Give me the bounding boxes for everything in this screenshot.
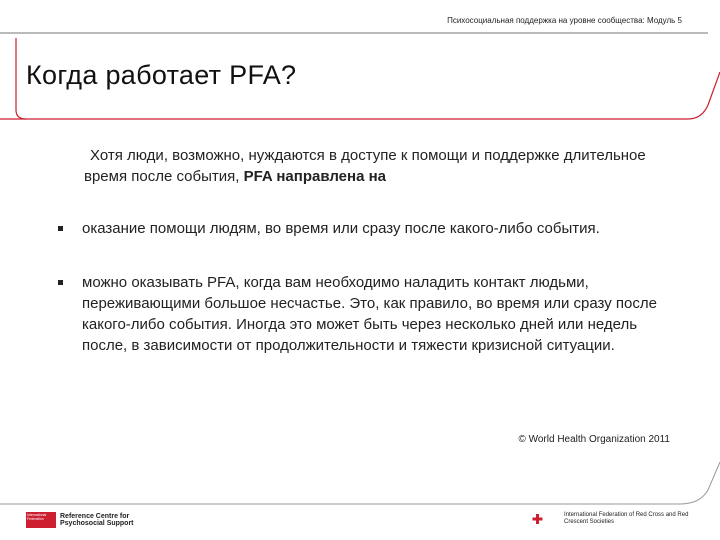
intro-paragraph xyxy=(84,145,684,187)
copyright-notice: © World Health Organization 2011 xyxy=(518,434,670,445)
module-header: Психосоциальная поддержка на уровне сообщества: Модуль 5 xyxy=(447,16,682,25)
bullet-list xyxy=(58,218,678,356)
ifrc-red-box-logo: International Federation xyxy=(26,512,56,528)
bullet-square-icon xyxy=(58,226,63,231)
bullet-square-icon xyxy=(58,280,63,285)
reference-centre-logo xyxy=(26,512,140,528)
ifrc-logo xyxy=(532,512,714,525)
reference-centre-logo-text: Reference Centre for Psychosocial Support xyxy=(60,512,134,527)
ifrc-logo-text: International Federation of Red Cross and Red Crescent Societies xyxy=(564,512,689,525)
bullet-text: оказание помощи людям, во время или сразу после какого-либо события. xyxy=(82,220,600,237)
bullet-item-2 xyxy=(58,272,678,356)
red-cross-crescent-icon xyxy=(532,513,558,525)
bullet-text: можно оказывать PFA, когда вам необходимо наладить контакт людьми, переживающими большое несчастье. Это, как правило, во время или сразу после какого-либо события. Иногда это может быть через несколько дней или недель после, в зависимости от продолжительности и тяжести кризисной ситуации. xyxy=(82,274,657,354)
slide-title: Когда работает PFA? xyxy=(26,60,297,90)
bullet-item-1 xyxy=(58,218,678,239)
intro-bold-text: PFA направлена на xyxy=(243,168,386,185)
intro-text: Хотя люди, возможно, нуждаются в доступе к помощи и поддержке длительное время после события, xyxy=(84,147,646,185)
